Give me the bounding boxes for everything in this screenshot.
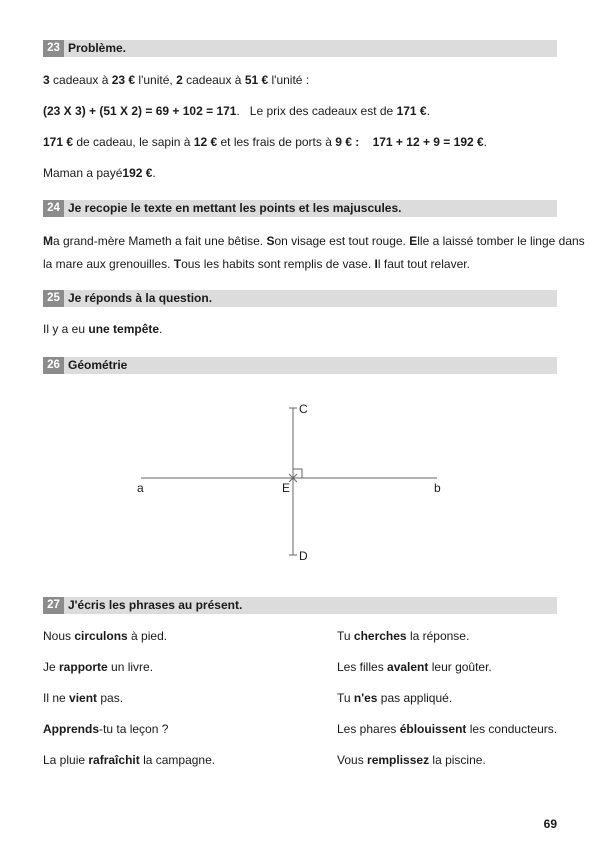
- exercise-title: Je réponds à la question.: [68, 291, 213, 305]
- sentence-right: Tu n'es pas appliqué.: [337, 691, 453, 705]
- sentence-left: La pluie rafraîchit la campagne.: [43, 753, 216, 767]
- sentence-left: Il ne vient pas.: [43, 691, 124, 705]
- sentence-left: Je rapporte un livre.: [43, 660, 154, 674]
- sentence-right: Les phares éblouissent les conducteurs.: [337, 722, 558, 736]
- sentence-left: Nous circulons à pied.: [43, 629, 168, 643]
- s25-line-1: Il y a eu une tempête.: [43, 322, 163, 336]
- label-c: C: [299, 402, 308, 416]
- s23-line-4: Maman a payé192 €.: [43, 166, 156, 180]
- sentence-right: Les filles avalent leur goûter.: [337, 660, 492, 674]
- exercise-number: 24: [43, 200, 64, 217]
- s24-line-2: la mare aux grenouilles. Tous les habits sont remplis de vase. Il faut tout relaver.: [43, 257, 470, 271]
- label-d: D: [299, 549, 308, 563]
- sentence-right: Tu cherches la réponse.: [337, 629, 470, 643]
- exercise-title: Géométrie: [68, 358, 128, 372]
- exercise-number: 23: [43, 40, 64, 57]
- exercise-number: 25: [43, 290, 64, 307]
- label-e: E: [282, 481, 291, 495]
- sentence-left: Apprends-tu ta leçon ?: [43, 722, 169, 736]
- exercise-number: 27: [43, 597, 64, 614]
- section-27-header: [43, 597, 557, 614]
- exercise-title: Problème.: [68, 41, 127, 55]
- label-b: b: [434, 481, 441, 495]
- label-a: a: [137, 481, 144, 495]
- sentence-right: Vous remplissez la piscine.: [337, 753, 486, 767]
- s23-line-1: 3 cadeaux à 23 € l'unité, 2 cadeaux à 51 € l'unité :: [43, 73, 310, 87]
- page-number: 69: [543, 817, 557, 831]
- exercise-number: 26: [43, 357, 64, 374]
- exercise-title: J'écris les phrases au présent.: [68, 598, 243, 612]
- s23-line-2: (23 X 3) + (51 X 2) = 69 + 102 = 171. Le prix des cadeaux est de 171 €.: [43, 104, 430, 118]
- exercise-title: Je recopie le texte en mettant les points et les majuscules.: [68, 201, 402, 215]
- s24-line-1: Ma grand-mère Mameth a fait une bêtise. Son visage est tout rouge. Elle a laissé tomber le linge dans: [43, 234, 585, 248]
- s23-line-3: 171 € de cadeau, le sapin à 12 € et les frais de ports à 9 € : 171 + 12 + 9 = 192 €.: [43, 135, 488, 149]
